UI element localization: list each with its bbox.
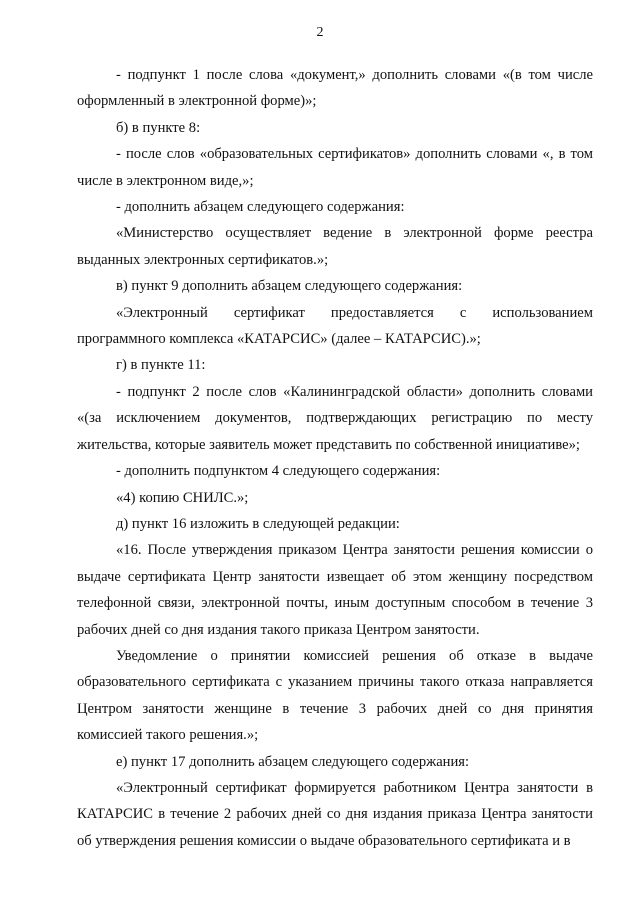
paragraph: - после слов «образовательных сертификатов» дополнить словами «, в том числе в электронном виде,»; xyxy=(77,146,593,189)
paragraph: - подпункт 2 после слов «Калининградской области» дополнить словами «(за исключением документов, подтверждающих регистрацию по месту жительства, которые заявитель может представить по собственной инициативе»; xyxy=(77,383,593,453)
document-body xyxy=(77,62,593,854)
paragraph: «Министерство осуществляет ведение в электронной форме реестра выданных электронных сертификатов.»; xyxy=(77,225,593,268)
paragraph: «Электронный сертификат формируется работником Центра занятости в КАТАРСИС в течение 2 рабочих дней со дня издания приказа Центра занятости об утверждения решения комиссии о выдаче образовательного сертификата и в xyxy=(77,779,593,849)
paragraph: - дополнить абзацем следующего содержания: xyxy=(116,199,405,216)
paragraph: г) в пункте 11: xyxy=(116,357,206,374)
paragraph: б) в пункте 8: xyxy=(116,119,201,136)
paragraph: - дополнить подпунктом 4 следующего содержания: xyxy=(116,463,441,480)
paragraph: е) пункт 17 дополнить абзацем следующего содержания: xyxy=(116,753,470,770)
paragraph: «Электронный сертификат предоставляется с использованием программного комплекса «КАТАРСИС» (далее – КАТАРСИС).»; xyxy=(77,304,593,348)
paragraph: «16. После утверждения приказом Центра занятости решения комиссии о выдаче сертификата Центр занятости извещает об этом женщину посредством телефонной связи, электронной почты, иным доступным способом в течение 3 рабочих дней со дня издания такого приказа Центром занятости. xyxy=(77,542,593,638)
paragraph: д) пункт 16 изложить в следующей редакции: xyxy=(116,515,400,532)
paragraph: Уведомление о принятии комиссией решения об отказе в выдаче образовательного сертификата с указанием причины такого отказа направляется Центром занятости женщине в течение 3 рабочих дней со дня принятия комиссией такого решения.»; xyxy=(77,647,593,744)
page-number: 2 xyxy=(316,25,324,40)
paragraph: «4) копию СНИЛС.»; xyxy=(116,489,249,506)
paragraph: - подпункт 1 после слова «документ,» дополнить словами «(в том числе оформленный в электронной форме)»; xyxy=(77,67,593,110)
paragraph: в) пункт 9 дополнить абзацем следующего содержания: xyxy=(116,278,463,295)
